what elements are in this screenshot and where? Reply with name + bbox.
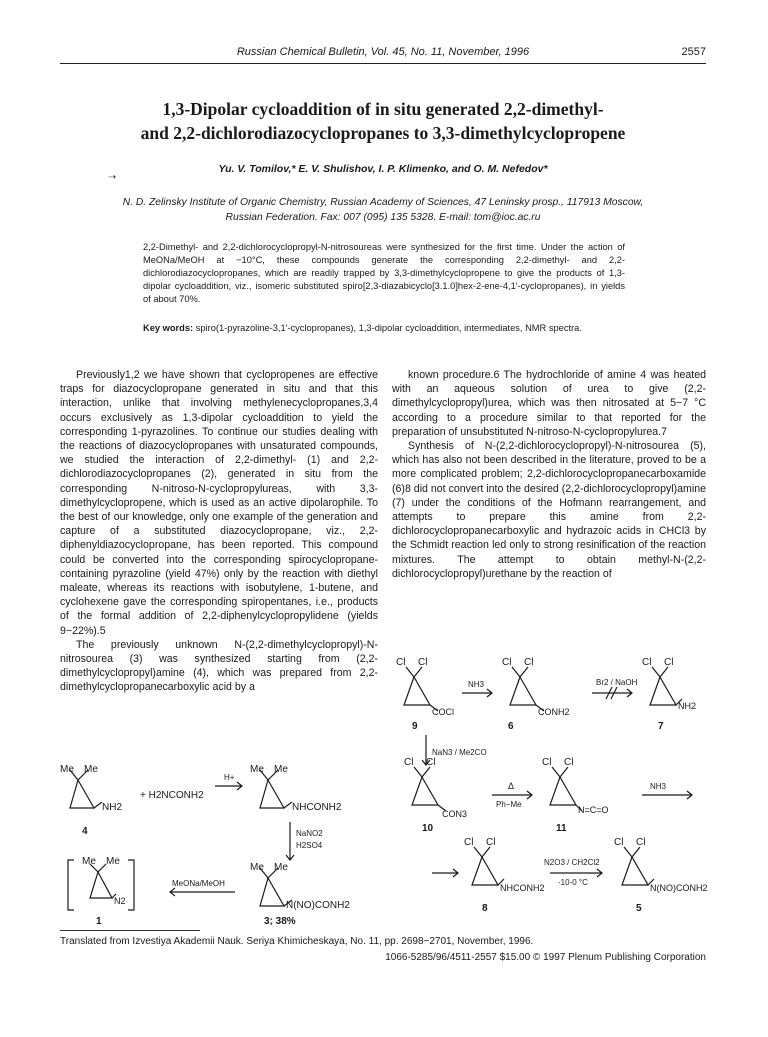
cl-label: Cl	[404, 757, 414, 768]
methoxide-condition: MeONa/MeOH	[172, 879, 225, 888]
correspondence-arrow-icon: ➝	[108, 172, 117, 183]
cyclopropane-ring-10	[412, 777, 438, 805]
cl-label: Cl	[614, 837, 624, 848]
cl-label: Cl	[636, 837, 646, 848]
scheme-dichloro	[392, 655, 722, 920]
affiliation	[60, 195, 706, 225]
compound-label-5: 5	[636, 903, 642, 914]
me-label: Me	[60, 764, 74, 775]
cyclopropane-ring-8	[472, 857, 498, 885]
isocyanate-label: N=C=O	[578, 805, 609, 815]
nano2-condition: NaNO2	[296, 829, 323, 838]
title-line-1: 1,3-Dipolar cycloaddition of in situ generated 2,2-dimethyl-	[162, 99, 604, 119]
cyclopropane-ring-7	[650, 677, 676, 705]
hofmann-condition: Br2 / NaOH	[596, 678, 638, 687]
heat-condition: Δ	[508, 781, 515, 791]
conh2-label: CONH2	[538, 707, 570, 717]
cl-label: Cl	[502, 657, 512, 668]
azide-condition: NaN3 / Me2CO	[432, 748, 487, 757]
temperature-condition: -10-0 °C	[558, 878, 588, 887]
me-label: Me	[82, 856, 96, 867]
keywords	[143, 322, 625, 335]
abstract: 2,2-Dimethyl- and 2,2-dichlorocyclopropyl-N-nitrosoureas were synthesized for the first time. Under the action of MeONa/MeOH at −10°C, these compounds generate the corresponding 2,2-dimethyl- and 2,2-dichlorodiazocyclopropanes, which are readily trapped by 3,3-dimethylcyclopropene to give the products of 1,3-dipolar cycloaddition, viz., isomeric substituted spiro[2,3-diazabicyclo[3.1.0]hex-2-ene-4,1′-cyclopropanes), in yields of about 70%.	[143, 242, 625, 304]
compound-label-1: 1	[96, 916, 102, 925]
bracket-left	[68, 860, 74, 910]
right-paragraph-1: known procedure.6 The hydrochloride of amine 4 was heated with an aqueous solution of urea to give (2,2-dimethylcyclopropyl)urea, which was then nitrosated at 5−7 °C according to a procedure similar to that reported for the preparation of unsubstituted N-nitroso-N-cyclopropylurea.7	[392, 369, 706, 438]
cl-label: Cl	[564, 757, 574, 768]
compound-label-8: 8	[482, 903, 488, 914]
cl-label: Cl	[418, 657, 428, 668]
nhconh2-label: NHCONH2	[292, 802, 342, 813]
compound-label-11: 11	[556, 823, 567, 834]
cyclopropane-ring-4	[70, 780, 94, 808]
acid-condition: H+	[224, 773, 235, 782]
h2so4-condition: H2SO4	[296, 841, 323, 850]
me-label: Me	[84, 764, 98, 775]
cl-label: Cl	[642, 657, 652, 668]
right-paragraph-2: Synthesis of N-(2,2-dichlorocyclopropyl)-N-nitrosourea (5), which has also not been described in the literature, proved to be a more complicated problem; 2,2-dichlorocyclopropanecarboxamide (6)8 did not convert into the desired (2,2-dichlorocyclopropyl)amine (7) under the conditions of the Hofmann rearrangement, and attempts to prepare this amine from 2,2-dichlorocyclopropanecarboxylic and hydrazoic acids in CHCl3 by the Schmidt reaction led only to strong resinification of the reaction mixtures. The attempt to obtain methyl-N-(2,2-dichlorocyclopropyl)urethane by the reaction of	[392, 440, 706, 580]
nh2-label: NH2	[102, 802, 123, 813]
cl-label: Cl	[464, 837, 474, 848]
affiliation-line-2: Russian Federation. Fax: 007 (095) 135 5328. E-mail: tom@ioc.ac.ru	[225, 212, 541, 223]
ammonia-condition: NH3	[468, 680, 485, 689]
cyclopropane-ring-urea	[260, 780, 284, 808]
left-column	[60, 368, 378, 695]
n2-label: N2	[114, 896, 126, 906]
affiliation-line-1: N. D. Zelinsky Institute of Organic Chemistry, Russian Academy of Sciences, 47 Leninsky prosp., 117913 Moscow,	[122, 197, 644, 208]
scheme-dimethyl	[60, 760, 380, 925]
translation-note: Translated from Izvestiya Akademii Nauk. Seriya Khimicheskaya, No. 11, pp. 2698−2701, November, 1996.	[60, 936, 534, 947]
me-label: Me	[250, 764, 264, 775]
cl-label: Cl	[524, 657, 534, 668]
keywords-label: Key words:	[143, 323, 194, 333]
cyclopropane-ring-3	[260, 878, 284, 906]
cl-label: Cl	[542, 757, 552, 768]
footer-rule	[60, 930, 200, 931]
n2o3-condition: N2O3 / CH2Cl2	[544, 858, 600, 867]
right-column	[392, 368, 706, 581]
compound-label-4: 4	[82, 826, 88, 837]
cl-label: Cl	[664, 657, 674, 668]
cyclopropane-ring-6	[510, 677, 536, 705]
cl-label: Cl	[486, 837, 496, 848]
keywords-text: spiro(1-pyrazoline-3,1′-cyclopropanes), 1,3-dipolar cycloaddition, intermediates, NMR spectra.	[195, 323, 582, 333]
compound-label-9: 9	[412, 721, 418, 732]
bracket-right	[128, 860, 134, 910]
article-title	[60, 97, 706, 145]
cl-label: Cl	[396, 657, 406, 668]
nhconh2-label: NHCONH2	[500, 883, 545, 893]
compound-label-10: 10	[422, 823, 434, 834]
me-label: Me	[250, 862, 264, 873]
header-rule	[60, 63, 706, 64]
left-paragraph-1: Previously1,2 we have shown that cyclopropenes are effective traps for diazocyclopropane generated in situ and that this interaction, unlike that involving methylenecyclopropanes,3,4 occurs exclusively as 1,3-dipolar cycloaddition to yield the corresponding 1-pyrazolines. To continue our studies dealing with the reactions of diazocyclopropanes with unsaturated compounds, we studied the interaction of 2,2-dimethyl- (1) and 2,2-dichlorodiazocyclopropanes (2), generated in situ from the corresponding N-nitroso-N-cyclopropylureas, with 3,3-dimethylcyclopropene, which is used as an active dipolarophile. To the best of our knowledge, only one example of the generation and capture of a substituted diazocyclopropane, viz., 2,2-diphenyldiazocyclopropane, has been reported. This compound could be converted into the corresponding spirocyclopropane-containing pyrazoline (yield 47%) only by the reaction with diethyl maleate, whereas its reactions with isobutylene, 1-butene, and cyclohexene gave the corresponding spiropentanes, i.e., products of the formal addition of 2,2-diphenylcyclopropylidene (yields 9−22%).5	[60, 369, 378, 637]
page-number: 2557	[681, 46, 706, 58]
me-label: Me	[274, 764, 288, 775]
cl-label: Cl	[426, 757, 436, 768]
cocl-label: COCl	[432, 707, 454, 717]
title-line-2: and 2,2-dichlorodiazocyclopropanes to 3,3-dimethylcyclopropene	[140, 123, 626, 143]
nh2-label: NH2	[678, 701, 697, 711]
cyclopropane-ring-5	[622, 857, 648, 885]
me-label: Me	[274, 862, 288, 873]
compound-label-6: 6	[508, 721, 514, 732]
urea-reagent: + H2NCONH2	[140, 790, 204, 801]
cyclopropane-ring-9	[404, 677, 430, 705]
con3-label: CON3	[442, 809, 468, 819]
toluene-condition: Ph−Me	[496, 800, 522, 809]
cyclopropane-ring-11	[550, 777, 576, 805]
cyclopropane-ring-1	[90, 872, 112, 898]
me-label: Me	[106, 856, 120, 867]
journal-citation: Russian Chemical Bulletin, Vol. 45, No. 11, November, 1996	[236, 46, 530, 58]
left-paragraph-2: The previously unknown N-(2,2-dimethylcyclopropyl)-N-nitrosourea (3) was synthesized starting from (2,2-dimethylcyclopropyl)amine (4), which was prepared from 2,2-dimethylcyclopropanecarboxylic acid by a	[60, 638, 378, 694]
copyright-line: 1066-5285/96/4511-2557 $15.00 © 1997 Plenum Publishing Corporation	[385, 952, 706, 963]
compound-label-7: 7	[658, 721, 664, 732]
compound-label-3: 3; 38%	[264, 916, 296, 925]
ammonia-condition: NH3	[650, 782, 667, 791]
nitrosourea-label: N(NO)CONH2	[650, 883, 708, 893]
authors: Yu. V. Tomilov,* E. V. Shulishov, I. P. Klimenko, and O. M. Nefedov*	[218, 163, 548, 175]
nitrosourea-label: N(NO)CONH2	[286, 900, 350, 911]
